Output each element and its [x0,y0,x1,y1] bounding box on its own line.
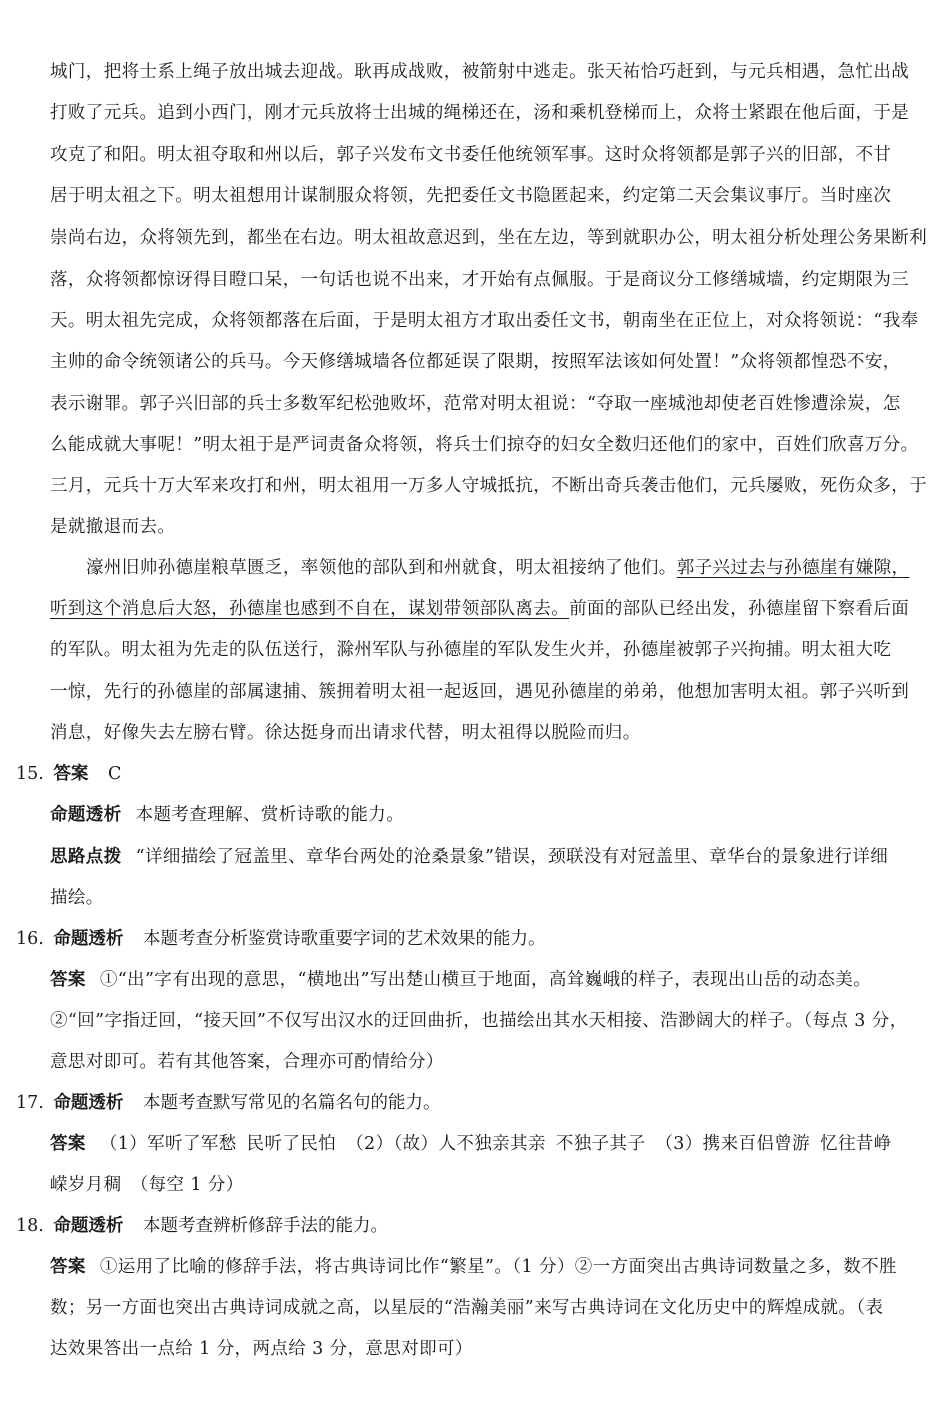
answer-text: 不独子其子 [555,1134,646,1154]
answer-text: ①运用了比喻的修辞手法，将古典诗词比作“繁星”。（1 分）②一方面突出古典诗词数量之多，数不胜 [99,1257,897,1277]
answer-label: 答案 [50,1134,86,1154]
analysis-text: 本题考查理解、赏析诗歌的能力。 [135,805,405,825]
analysis-label: 命题透析 [53,1216,124,1236]
passage-line: 落，众将领都惊讶得目瞪口呆，一句话也说不出来，才开始有点佩服。于是商议分工修缮城墙，约定期限为三 [50,270,910,290]
hint-text: “详细描绘了冠盖里、章华台两处的沧桑景象”错误，颈联没有对冠盖里、章华台的景象进行详细 [135,847,889,867]
question-17-header [16,1091,441,1115]
question-18-header [16,1214,388,1238]
passage-line: 居于明太祖之下。明太祖想用计谋制服众将领，先把委任文书隐匿起来，约定第二天会集议事厅。当时座次 [50,186,892,206]
passage-line: 崇尚右边，众将领先到，都坐在右边。明太祖故意迟到，坐在左边，等到就职办公，明太祖分析处理公务果断利 [50,228,928,248]
passage-text: 前面的部队已经出发，孙德崖留下察看后面 [569,599,910,619]
hint-label: 思路点拨 [50,847,122,867]
answer-text: （3）携来百侣曾游 [655,1134,811,1154]
question-number: 18. [16,1216,44,1236]
passage-line: 么能成就大事呢！”明太祖于是严词责备众将领，将兵士们掠夺的妇女全数归还他们的家中，百姓们欣喜万分。 [50,435,919,455]
answer-label: 答案 [50,1257,86,1277]
question-16-answer-cont: 意思对即可。若有其他答案，合理亦可酌情给分） [50,1052,444,1072]
answer-text: C [108,764,122,784]
question-number: 17. [16,1093,44,1113]
underlined-sentence: 郭子兴过去与孙德崖有嫌隙， [676,558,910,578]
passage-line: 消息，好像失去左膀右臂。徐达挺身而出请求代替，明太祖得以脱险而归。 [50,723,641,743]
question-16-answer [50,968,930,992]
passage-line: 三月，元兵十万大军来攻打和州，明太祖用一万多人守城抵抗，不断出奇兵袭击他们，元兵屡败，死伤众多，于 [50,476,928,496]
question-15-hint-cont: 描绘。 [50,888,104,908]
passage-line: 打败了元兵。追到小西门，刚才元兵放将士出城的绳梯还在，汤和乘机登梯而上，众将士紧跟在他后面，于是 [50,103,910,123]
question-18-answer-cont: 数；另一方面也突出古典诗词成就之高，以星辰的“浩瀚美丽”来写古典诗词在文化历史中的辉煌成就。（表 [50,1298,884,1318]
question-15-analysis [50,803,930,827]
passage-line: 主帅的命令统领诸公的兵马。今天修缮城墙各位都延误了限期，按照军法该如何处置！”众将领都惶恐不安， [50,352,901,372]
passage-line [50,597,930,621]
answer-text: 民听了民怕 [246,1134,337,1154]
passage-text: 濠州旧帅孙德崖粮草匮乏，率领他的部队到和州就食，明太祖接纳了他们。 [86,558,677,578]
passage-line: 攻克了和阳。明太祖夺取和州以后，郭子兴发布文书委任他统领军事。这时众将领都是郭子兴的旧部，不甘 [50,145,892,165]
answer-text: ①“出”字有出现的意思，“横地出”写出楚山横亘于地面，高耸巍峨的样子，表现出山岳的动态美。 [99,970,872,990]
analysis-label: 命题透析 [53,929,124,949]
analysis-text: 本题考查辨析修辞手法的能力。 [143,1216,388,1236]
answer-label: 答案 [53,764,89,784]
analysis-label: 命题透析 [53,1093,124,1113]
question-15-header [16,762,121,786]
question-number: 15. [16,764,44,784]
question-15-hint [50,845,930,869]
answer-text: （1）军听了军愁 [99,1134,237,1154]
answer-text: （2）（故）人不独亲其亲 [346,1134,546,1154]
analysis-label: 命题透析 [50,805,122,825]
question-16-header [16,927,546,951]
passage-line: 城门，把将士系上绳子放出城去迎战。耿再成战败，被箭射中逃走。张天祐恰巧赶到，与元兵相遇，急忙出战 [50,62,910,82]
passage-line: 一惊，先行的孙德崖的部属逮捕、簇拥着明太祖一起返回，遇见孙德崖的弟弟，他想加害明太祖。郭子兴听到 [50,682,910,702]
answer-text: 忆往昔峥 [820,1134,892,1154]
passage-line: 的军队。明太祖为先走的队伍送行，滁州军队与孙德崖的军队发生火并，孙德崖被郭子兴拘捕。明太祖大吃 [50,640,892,660]
question-18-answer [50,1255,930,1279]
question-16-answer-cont: ②“回”字指迂回，“接天回”不仅写出汉水的迂回曲折，也描绘出其水天相接、浩渺阔大的样子。（每点 3 分， [50,1011,908,1031]
passage-line: 表示谢罪。郭子兴旧部的兵士多数军纪松弛败坏，范常对明太祖说：“夺取一座城池却使老百姓惨遭涂炭，怎 [50,394,901,414]
underlined-sentence: 听到这个消息后大怒，孙德崖也感到不自在，谋划带领部队离去。 [50,599,570,619]
passage-line [86,556,930,580]
question-17-answer-cont: 嵘岁月稠 （每空 1 分） [50,1175,244,1195]
question-18-answer-cont: 达效果答出一点给 1 分，两点给 3 分，意思对即可） [50,1339,473,1359]
answer-label: 答案 [50,970,86,990]
analysis-text: 本题考查分析鉴赏诗歌重要字词的艺术效果的能力。 [143,929,546,949]
passage-line: 是就撤退而去。 [50,517,176,537]
question-17-answer [50,1132,930,1156]
analysis-text: 本题考查默写常见的名篇名句的能力。 [143,1093,441,1113]
question-number: 16. [16,929,44,949]
passage-line: 天。明太祖先完成，众将领都落在后面，于是明太祖方才取出委任文书，朝南坐在正位上，对众将领说：“我奉 [50,311,919,331]
